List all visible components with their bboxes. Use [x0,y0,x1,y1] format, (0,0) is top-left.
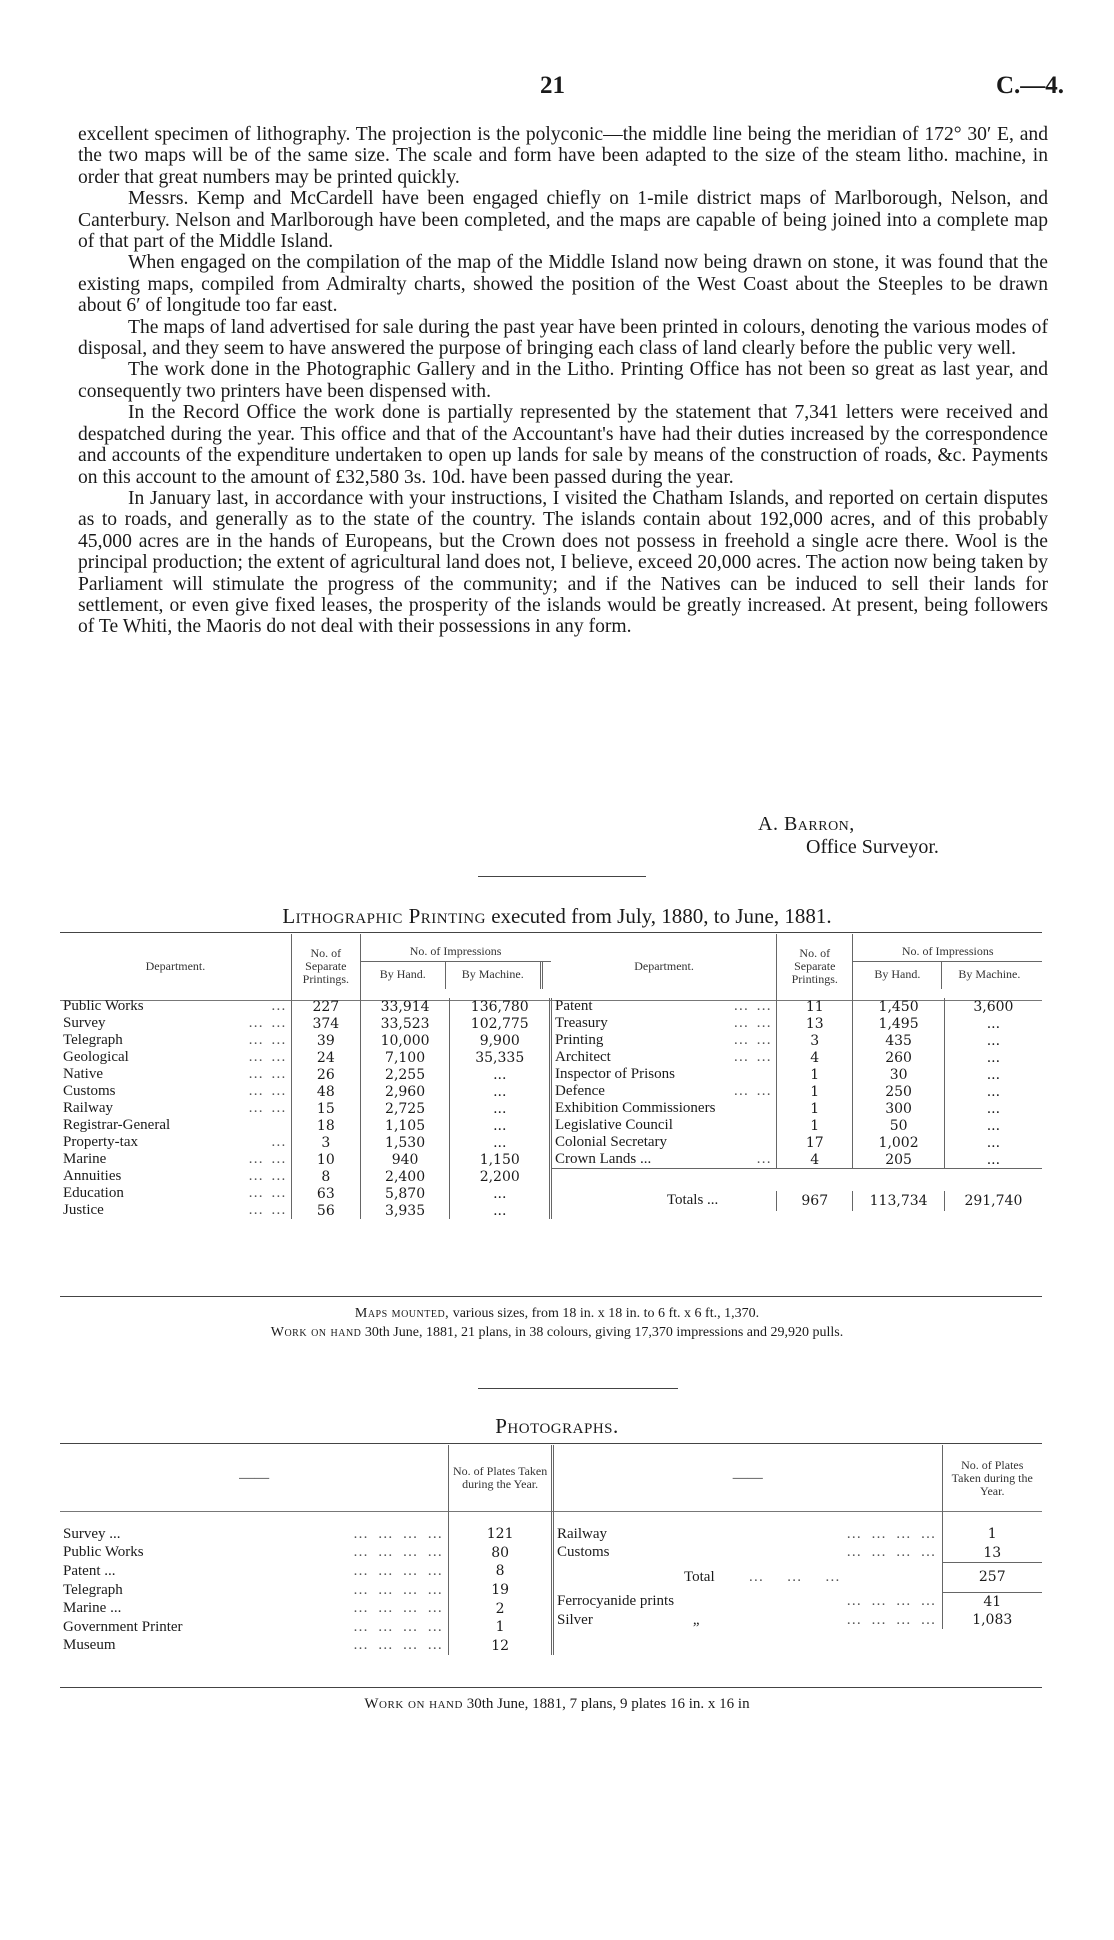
separate-printings-cell: 3 [291,1134,360,1151]
table-row [552,1151,1042,1169]
department-name: Geological [63,1049,129,1065]
separate-printings-cell: 4 [777,1151,853,1169]
totals-label: Totals ... [552,1191,777,1211]
separate-printings-cell: 374 [291,1015,360,1032]
leader-dots: … … [248,1202,288,1218]
department-name: Legislative Council [555,1117,673,1133]
table-row [60,1544,553,1563]
table-row [554,1592,1042,1611]
table-row [552,1100,1042,1117]
department-cell [60,1544,449,1563]
table-row [552,1083,1042,1100]
separate-printings-cell: 48 [291,1083,360,1100]
separate-printings-cell: 1 [777,1083,853,1100]
by-machine-cell: ... [986,1066,1001,1083]
table-row [60,1066,551,1083]
page-header [0,72,1114,102]
by-machine-cell: ... [986,1134,1001,1151]
maps-mounted-note [0,1306,1114,1322]
litho-left-rows [60,998,551,1219]
department-cell [60,1581,449,1600]
separate-printings-cell: 17 [777,1134,853,1151]
litho-table-title [0,904,1114,929]
by-hand-cell: 50 [853,1117,944,1134]
department-cell [552,1117,777,1134]
table-row [552,1049,1042,1066]
separate-printings-cell: 26 [291,1066,360,1083]
col-header-department: Department. [60,934,291,998]
litho-title-rest: executed from July, 1880, to June, 1881. [491,904,832,928]
leader-dots: … … … … [846,1592,939,1609]
table-row [60,1032,551,1049]
totals-separate: 967 [777,1191,853,1211]
paragraph: excellent specimen of lithography. The projection is the polyconic—the middle line being the meridian of 172° 30′ E, and the two maps will be of the same size. The scale and form have been adapted to the size of the steam litho. machine, in order that great numbers may be printed quickly. [78,124,1048,188]
department-cell [554,1611,942,1630]
table-row [60,1525,553,1544]
col-header-impressions: No. of Impressions [853,943,1042,962]
department-name: Museum [63,1637,116,1654]
separate-printings-cell: 3 [777,1032,853,1049]
photo-work-on-hand-note [0,1696,1114,1713]
by-machine-cell: ... [986,1015,1001,1032]
separate-printings-cell: 13 [777,1015,853,1032]
table-row [552,1117,1042,1134]
leader-dots: … … … [748,1568,843,1585]
separate-printings-cell: 39 [291,1032,360,1049]
separate-printings-cell: 11 [777,998,853,1015]
department-name: Defence [555,1083,605,1099]
by-hand-cell: 2,725 [360,1100,450,1117]
document-reference: C.—4. [995,72,1064,99]
by-machine-cell: ... [450,1117,551,1134]
photo-table-left [60,1445,554,1655]
leader-dots: … … [733,1083,774,1099]
signature-name: A. Barron, [758,813,855,835]
by-hand-cell: 435 [853,1032,944,1049]
table-row [60,1049,551,1066]
department-cell [552,1083,777,1100]
leader-dots: … … [248,1100,288,1116]
table-row [60,1151,551,1168]
department-name: Patent [555,998,593,1014]
leader-dots: … … … … [846,1525,939,1542]
department-cell [552,1134,777,1151]
department-name: Architect [555,1049,611,1065]
leader-dots: … … … … [846,1544,939,1561]
table-bottom-rule [60,1296,1042,1297]
by-hand-cell: 3,935 [360,1202,450,1219]
section-divider [478,876,646,877]
plates-taken-cell: 13 [983,1544,1002,1561]
table-row [552,1134,1042,1151]
department-cell [60,1525,449,1544]
table-row [60,1083,551,1100]
col-header-by-machine: By Machine. [958,967,1021,981]
department-cell [554,1544,942,1563]
photo-table-bottom-rule [60,1687,1042,1688]
totals-by-machine: 291,740 [964,1192,1023,1209]
department-name: Railway [63,1100,113,1116]
plates-taken-cell: 12 [449,1637,553,1656]
leader-dots: … … [733,1032,774,1048]
page-number: 21 [540,72,565,99]
photo-left-rows [60,1525,553,1655]
department-name: Inspector of Prisons [555,1066,675,1082]
paragraph: The work done in the Photographic Gallery and in the Litho. Printing Office has not been so great as last year, and consequently two printers have been dispensed with. [78,359,1048,402]
photo-table-right [554,1445,1042,1629]
col-header-impressions: No. of Impressions [361,943,551,962]
report-body [78,124,1048,638]
department-name: Education [63,1185,124,1201]
litho-right-rows [552,998,1042,1169]
leader-dots: … [270,1134,288,1150]
work-on-hand-text: 30th June, 1881, 21 plans, in 38 colours, giving 17,370 impressions and 29,920 pulls. [364,1325,844,1340]
leader-dots: … … [733,998,774,1014]
paragraph: In January last, in accordance with your instructions, I visited the Chatham Islands, and reported on certain disputes as to roads, and generally as to the state of the country. The islands contain about 192,000 acres, and of this probably 45,000 acres are in the hands of Europeans, but the Crown does not possess in freehold a single acre there. Wool is the principal production; the extent of agricultural land does not, I believe, exceed 20,000 acres. The action now being taken by Parliament will stimulate the progress of the community; and if the Natives can be induced to sell their lands for settlement, or even give fixed leases, the prosperity of the islands would be greatly increased. At present, being followers of Te Whiti, the Maoris do not deal with their possessions in any form. [78,487,1048,638]
leader-dots: … [270,998,288,1014]
paragraph: The maps of land advertised for sale during the past year have been printed in colours, denoting the various modes of disposal, and they seem to have answered the purpose of bringing each class of land clearly before the public very well. [78,316,1048,360]
table-row [60,1134,551,1151]
by-hand-cell: 940 [360,1151,450,1168]
leader-dots: … … [248,1151,288,1167]
photo-col-header-plates: No. of Plates Taken during the Year. [449,1445,553,1511]
leader-dots: … … [248,1032,288,1048]
department-cell [60,1134,291,1151]
leader-dots: … … [248,1083,288,1099]
table-row [60,1100,551,1117]
department-name: Patent ... [63,1562,116,1579]
by-hand-cell: 2,255 [360,1066,450,1083]
work-on-hand-label: Work on hand [364,1696,463,1712]
table-row [60,1599,553,1618]
table-row [554,1544,1042,1563]
department-cell [60,1185,291,1202]
photo-total-label: Total [684,1568,715,1585]
photo-extra-rows [554,1592,1042,1629]
department-cell [60,1100,291,1117]
col-header-separate: No. of Separate Printings. [291,934,360,998]
by-hand-cell: 7,100 [360,1049,450,1066]
photo-col-header-blank: —— [60,1445,449,1511]
leader-dots: … … … … [353,1544,446,1561]
department-name: Customs [557,1544,610,1561]
by-hand-cell: 5,870 [360,1185,450,1202]
department-cell [552,1049,777,1066]
photo-col-header-plates: No. of Plates Taken during the Year. [951,1457,1033,1498]
by-hand-cell: 33,914 [360,998,450,1015]
leader-dots: … [756,1151,774,1167]
by-machine-cell: ... [450,1202,551,1219]
department-cell [60,1168,291,1185]
separate-printings-cell: 56 [291,1202,360,1219]
table-row [554,1525,1042,1544]
department-name: Exhibition Commissioners [555,1100,716,1116]
photo-total-row [554,1562,1042,1592]
section-divider [478,1388,678,1389]
table-row [60,1015,551,1032]
by-machine-cell: ... [986,1049,1001,1066]
department-cell [60,1202,291,1219]
table-row [60,998,551,1015]
department-name: Survey ... [63,1525,121,1542]
by-machine-cell: 2,200 [450,1168,551,1185]
separate-printings-cell: 18 [291,1117,360,1134]
leader-dots: … … [248,1066,288,1082]
separate-printings-cell: 8 [291,1168,360,1185]
department-name: Treasury [555,1015,608,1031]
paragraph: When engaged on the compilation of the map of the Middle Island now being drawn on stone, it was found that the existing maps, compiled from Admiralty charts, showed the position of the West Coast about the Steeples to be drawn about 6′ of longitude too far east. [78,252,1048,317]
by-hand-cell: 205 [853,1151,944,1169]
by-machine-cell: ... [450,1185,551,1202]
department-cell [552,1066,777,1083]
by-hand-cell: 260 [853,1049,944,1066]
separate-printings-cell: 1 [777,1100,853,1117]
department-name: Ferrocyanide prints [557,1592,675,1609]
plates-taken-cell: 1 [449,1618,553,1637]
department-cell [552,1151,777,1169]
table-row [60,1562,553,1581]
by-hand-cell: 30 [853,1066,944,1083]
photo-total-plates: 257 [942,1562,1042,1592]
by-machine-cell: 35,335 [450,1049,551,1066]
department-name: Public Works [63,998,144,1014]
by-machine-cell: ... [986,1151,1001,1168]
by-hand-cell: 1,530 [360,1134,450,1151]
work-on-hand-text: 30th June, 1881, 7 plans, 9 plates 16 in. x 16 in [466,1696,750,1712]
separate-printings-cell: 15 [291,1100,360,1117]
col-header-impressions-group [360,934,550,998]
department-cell [60,1618,449,1637]
table-row [60,1637,553,1656]
department-cell [60,1083,291,1100]
leader-dots: … … [248,1185,288,1201]
department-name: Telegraph [63,1032,123,1048]
department-cell [60,1049,291,1066]
by-machine-cell: ... [986,1083,1001,1100]
department-cell [60,1562,449,1581]
table-row [60,1185,551,1202]
department-name: Native [63,1066,103,1082]
plates-taken-cell: 1,083 [972,1612,1013,1629]
department-name: Property-tax [63,1134,138,1150]
leader-dots: … … … … [353,1618,446,1635]
plates-taken-cell: 8 [449,1562,553,1581]
by-hand-cell: 1,495 [853,1015,944,1032]
department-cell [552,1100,777,1117]
department-name: Printing [555,1032,604,1048]
col-header-impressions-group [853,934,1042,998]
by-hand-cell: 2,400 [360,1168,450,1185]
table-row [60,1618,553,1637]
plates-taken-cell: 41 [983,1593,1002,1610]
litho-totals-row [552,1191,1042,1211]
leader-dots: … … … … [353,1581,446,1598]
department-name: Colonial Secretary [555,1134,668,1150]
by-machine-cell: ... [450,1083,551,1100]
by-hand-cell: 300 [853,1100,944,1117]
by-machine-cell: 9,900 [450,1032,551,1049]
table-row [552,998,1042,1015]
totals-by-hand: 113,734 [853,1191,944,1211]
department-cell [60,1117,291,1134]
department-name: Registrar-General [63,1117,171,1133]
department-cell [60,1066,291,1083]
col-header-separate: No. of Separate Printings. [777,934,853,998]
department-cell [552,1032,777,1049]
plates-taken-cell: 1 [987,1526,997,1543]
by-machine-cell: ... [986,1032,1001,1049]
department-name: Telegraph [63,1581,123,1598]
table-row [60,1168,551,1185]
litho-work-on-hand-note [0,1325,1114,1341]
paragraph: Messrs. Kemp and McCardell have been engaged chiefly on 1-mile district maps of Marlborough, Nelson, and Canterbury. Nelson and Marlborough have been completed, and the maps are capable of being joined into a complete map of that part of the Middle Island. [78,188,1048,253]
department-cell [60,998,291,1015]
department-name: Government Printer [63,1618,183,1635]
maps-mounted-text: various sizes, from 18 in. x 18 in. to 6 ft. x 6 ft., 1,370. [452,1306,760,1321]
col-header-by-hand: By Hand. [853,962,942,989]
table-top-rule [60,932,1042,933]
photo-col-header-blank: —— [554,1445,942,1511]
plates-taken-cell: 80 [449,1544,553,1563]
department-cell [60,1599,449,1618]
paragraph: In the Record Office the work done is partially represented by the statement that 7,341 letters were received and despatched during the year. This office and that of the Accountant's have had their duties increased by the correspondence and accounts of the expenditure undertaken to open up lands for sale by means of the construction of roads, &c. Payments on this account to the amount of £32,580 3s. 10d. have been passed during the year. [78,402,1048,488]
separate-printings-cell: 4 [777,1049,853,1066]
by-machine-cell: 102,775 [450,1015,551,1032]
department-name: Customs [63,1083,116,1099]
department-name: Annuities [63,1168,122,1184]
plates-taken-cell: 2 [449,1599,553,1618]
leader-dots: … … … … [846,1611,939,1628]
table-row [60,1202,551,1219]
col-header-department: Department. [552,934,777,998]
leader-dots: … … [248,1049,288,1065]
maps-mounted-label: Maps mounted, [354,1306,450,1321]
department-name: Justice [63,1202,104,1218]
by-machine-cell: ... [450,1134,551,1151]
separate-printings-cell: 227 [291,998,360,1015]
table-row [554,1611,1042,1630]
department-cell [552,998,777,1015]
leader-dots: … … [733,1015,774,1031]
table-row [552,1032,1042,1049]
department-name: Marine [63,1151,107,1167]
by-hand-cell: 250 [853,1083,944,1100]
separate-printings-cell: 63 [291,1185,360,1202]
leader-dots: … … … … [353,1600,446,1617]
leader-dots: … … [248,1015,288,1031]
separate-printings-cell: 24 [291,1049,360,1066]
by-machine-cell: ... [986,1117,1001,1134]
plates-taken-cell: 19 [449,1581,553,1600]
department-cell [554,1525,942,1544]
leader-dots: … … … … [353,1562,446,1579]
department-name: Public Works [63,1544,144,1561]
leader-dots: … … [248,1168,288,1184]
department-cell [554,1592,942,1611]
by-hand-cell: 33,523 [360,1015,450,1032]
litho-table-left [60,934,552,1219]
col-header-by-machine: By Machine. [446,962,543,989]
by-machine-cell: 1,150 [450,1151,551,1168]
leader-dots: … … … … [353,1525,446,1542]
department-cell [60,1015,291,1032]
ditto-mark: „ [692,1611,700,1628]
col-header-by-hand: By Hand. [361,962,446,989]
leader-dots: … … … … [353,1637,446,1654]
plates-taken-cell: 121 [449,1525,553,1544]
department-cell [552,1015,777,1032]
photo-table-top-rule [60,1443,1042,1444]
photo-right-rows [554,1525,1042,1562]
department-name: Survey [63,1015,106,1031]
department-name: Marine ... [63,1600,122,1617]
litho-table-right [552,934,1042,1211]
department-name: Silver [557,1611,593,1628]
department-cell [60,1637,449,1656]
by-hand-cell: 2,960 [360,1083,450,1100]
by-hand-cell: 1,105 [360,1117,450,1134]
table-row [552,1015,1042,1032]
department-name: Crown Lands ... [555,1151,652,1167]
department-cell [60,1151,291,1168]
litho-title-smallcaps: Lithographic Printing [282,904,486,928]
separate-printings-cell: 1 [777,1066,853,1083]
by-machine-cell: 3,600 [973,998,1014,1015]
table-row [552,1066,1042,1083]
by-hand-cell: 1,450 [853,998,944,1015]
by-machine-cell: ... [450,1100,551,1117]
separate-printings-cell: 10 [291,1151,360,1168]
table-row [60,1581,553,1600]
department-cell [60,1032,291,1049]
leader-dots: … … [733,1049,774,1065]
by-machine-cell: ... [986,1100,1001,1117]
by-hand-cell: 1,002 [853,1134,944,1151]
by-machine-cell: ... [450,1066,551,1083]
signature-title: Office Surveyor. [806,836,939,858]
department-name: Railway [557,1525,607,1542]
separate-printings-cell: 1 [777,1117,853,1134]
table-row [60,1117,551,1134]
by-hand-cell: 10,000 [360,1032,450,1049]
photo-table-title: Photographs. [495,1414,619,1438]
by-machine-cell: 136,780 [450,998,551,1015]
work-on-hand-label: Work on hand [270,1325,362,1340]
